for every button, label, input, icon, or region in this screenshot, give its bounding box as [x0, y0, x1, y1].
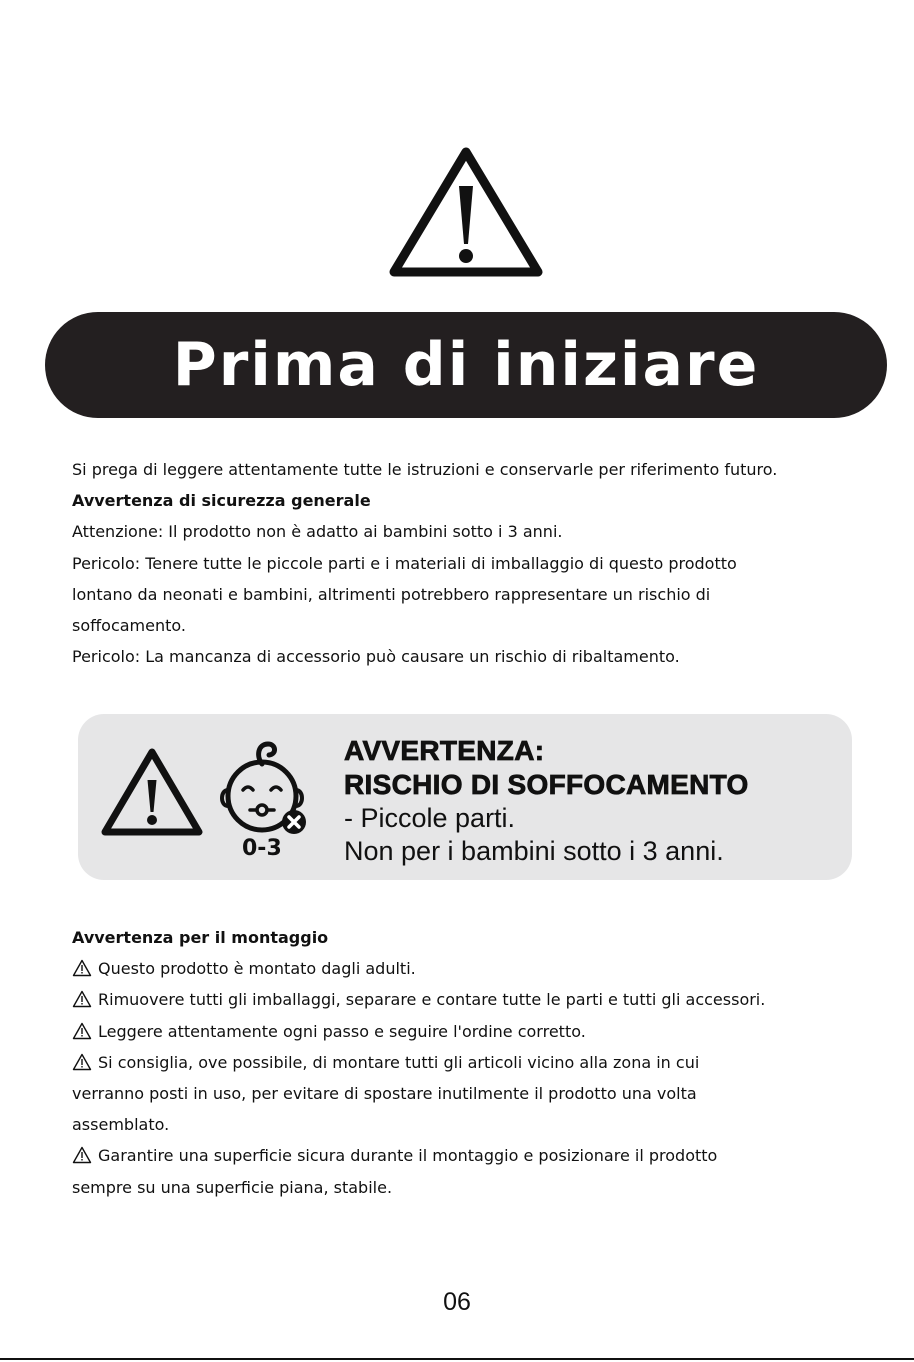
list-item-text: Rimuovere tutti gli imballaggi, separare e contare tutte le parti e tutti gli accessori.	[98, 990, 766, 1010]
assembly-heading: Avvertenza per il montaggio	[72, 928, 329, 947]
intro-text: lontano da neonati e bambini, altrimenti potrebbero rappresentare un rischio di	[72, 584, 711, 604]
list-item-text: Si consiglia, ove possibile, di montare tutti gli articoli vicino alla zona in cui	[98, 1052, 700, 1072]
warning-triangle-icon	[72, 1053, 92, 1071]
choking-warning-text	[344, 734, 749, 868]
intro-text: Attenzione: Il prodotto non è adatto ai bambini sotto i 3 anni.	[72, 522, 563, 542]
list-item	[72, 1047, 872, 1078]
choking-warning-heading: AVVERTENZA:	[344, 735, 545, 766]
list-item-continued: sempre su una superficie piana, stabile.	[72, 1177, 393, 1197]
bottom-rule	[0, 1358, 914, 1360]
choking-risk-heading: RISCHIO DI SOFFOCAMENTO	[344, 769, 749, 800]
warning-triangle-icon	[100, 746, 204, 838]
list-item	[72, 953, 872, 984]
list-item-text: Leggere attentamente ogni passo e seguire l'ordine corretto.	[98, 1021, 586, 1041]
warning-triangle-icon	[72, 959, 92, 977]
intro-text: Si prega di leggere attentamente tutte le istruzioni e conservarle per riferimento futuro.	[72, 460, 778, 479]
page-title: Prima di iniziare	[172, 330, 760, 400]
warning-triangle-icon	[72, 1146, 92, 1164]
assembly-section	[72, 922, 872, 1203]
list-item	[72, 984, 872, 1015]
baby-face-icon	[216, 738, 316, 836]
small-parts-text: - Piccole parti.	[344, 803, 516, 833]
intro-text: Pericolo: Tenere tutte le piccole parti e i materiali di imballaggio di questo prodotto	[72, 553, 737, 573]
list-item	[72, 1140, 872, 1171]
intro-text: soffocamento.	[72, 615, 186, 635]
warning-triangle-icon	[72, 1022, 92, 1040]
list-item-continued: verranno posti in uso, per evitare di spostare inutilmente il prodotto una volta	[72, 1083, 697, 1103]
page-number: 06	[443, 1288, 471, 1316]
age-restriction-text: Non per i bambini sotto i 3 anni.	[344, 836, 724, 866]
choking-warning-box	[78, 714, 852, 880]
warning-triangle-icon	[388, 144, 544, 278]
list-item-text: Garantire una superficie sicura durante il montaggio e posizionare il prodotto	[98, 1146, 718, 1166]
general-safety-heading: Avvertenza di sicurezza generale	[72, 491, 371, 511]
list-item	[72, 1016, 872, 1047]
warning-triangle-icon	[72, 990, 92, 1008]
intro-section	[72, 454, 872, 672]
title-banner	[45, 312, 887, 418]
age-label: 0-3	[242, 836, 282, 861]
list-item-continued: assemblato.	[72, 1115, 170, 1135]
intro-text: Pericolo: La mancanza di accessorio può causare un rischio di ribaltamento.	[72, 647, 680, 667]
list-item-text: Questo prodotto è montato dagli adulti.	[98, 959, 416, 979]
